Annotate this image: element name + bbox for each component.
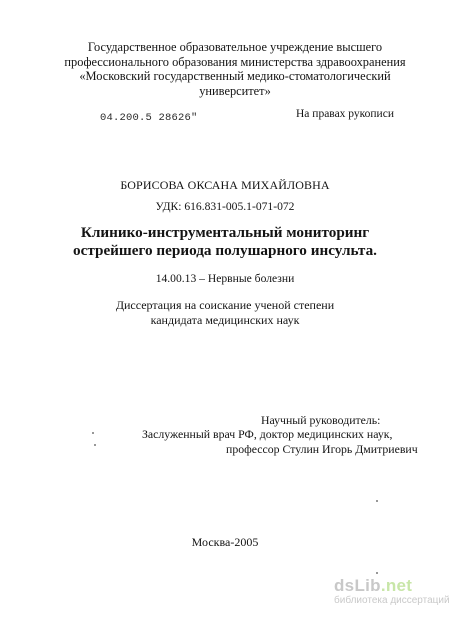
title-line-2: острейшего периода полушарного инсульта. (73, 242, 377, 259)
scan-speck (376, 500, 378, 502)
degree-statement (0, 298, 450, 328)
watermark-brand-main: dsLib (334, 576, 381, 595)
udk-code: УДК: 616.831-005.1-071-072 (155, 200, 295, 213)
specialty: 14.00.13 – Нервные болезни (155, 272, 295, 285)
dslib-watermark-logo (334, 577, 450, 606)
institution-line-3: «Московский государственный медико-стоматологический (79, 69, 391, 84)
institution-line-1: Государственное образовательное учреждение высшего (87, 40, 383, 54)
degree-line-2: кандидата медицинских наук (150, 313, 300, 327)
supervisor-heading: Научный руководитель: (261, 413, 381, 427)
institution-line-4: университет» (199, 83, 271, 98)
supervisor-name: профессор Стулин Игорь Дмитриевич (226, 442, 418, 456)
watermark-brand (334, 577, 450, 594)
registration-stamp: 04.200.5 28626" (100, 112, 198, 124)
institution-line-2: профессионального образования министерства здравоохранения (64, 54, 406, 69)
degree-line-1: Диссертация на соискание ученой степени (115, 298, 335, 312)
scan-speck (376, 572, 378, 574)
scan-speck (92, 432, 94, 434)
watermark-brand-suffix: .net (380, 576, 413, 595)
supervisor-title: Заслуженный врач РФ, доктор медицинских наук, (142, 427, 393, 441)
rights-note: На правах рукописи (296, 108, 394, 120)
watermark-subtitle: библиотека диссертаций (334, 595, 450, 606)
author-name: БОРИСОВА ОКСАНА МИХАЙЛОВНА (120, 178, 330, 192)
city-year: Москва-2005 (191, 535, 259, 549)
title-line-1: Клинико-инструментальный мониторинг (80, 224, 370, 241)
dissertation-title (40, 224, 410, 260)
institution-header (60, 40, 410, 98)
scan-speck (94, 444, 96, 446)
